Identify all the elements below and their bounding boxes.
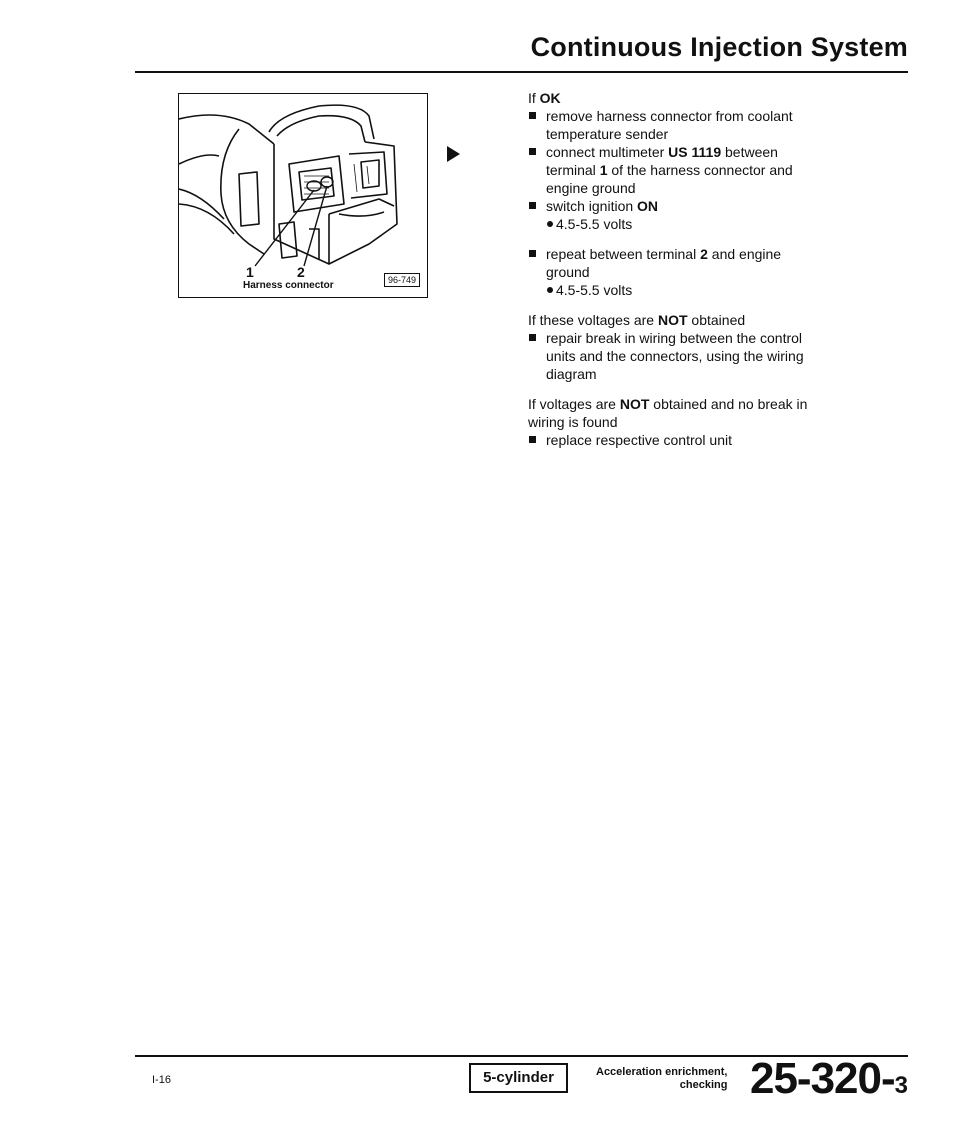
if-not-obtained-heading: If these voltages are NOT obtained <box>528 312 746 328</box>
if-ok-heading: If OK <box>528 90 561 106</box>
square-bullet-icon <box>529 250 536 257</box>
page-id: I-16 <box>152 1074 171 1086</box>
step-arrow-icon <box>447 146 460 162</box>
step-switch-ignition: switch ignition ON <box>528 197 888 215</box>
square-bullet-icon <box>529 202 536 209</box>
spec-volts-1: 4.5-5.5 volts <box>528 215 888 233</box>
engine-variant-tag: 5-cylinder <box>469 1063 568 1093</box>
round-bullet-icon <box>547 221 553 227</box>
round-bullet-icon <box>547 287 553 293</box>
square-bullet-icon <box>529 436 536 443</box>
section-description: Acceleration enrichment, checking <box>596 1066 728 1091</box>
step-replace-control-unit: replace respective control unit <box>528 431 888 449</box>
if-no-break-heading: If voltages are NOT obtained and no break in wiring is found <box>528 396 808 430</box>
step-repeat-terminal-2: repeat between terminal 2 and engine ground <box>528 245 888 281</box>
figure-code: 96-749 <box>384 273 420 287</box>
square-bullet-icon <box>529 148 536 155</box>
step-repair-wiring: repair break in wiring between the control units and the connectors, using the wiring diagram <box>528 329 888 383</box>
square-bullet-icon <box>529 334 536 341</box>
step-remove-connector: remove harness connector from coolant temperature sender <box>528 107 888 143</box>
procedure-text <box>528 89 888 449</box>
header-rule <box>135 71 908 73</box>
section-number: 25-320-3 <box>749 1054 908 1103</box>
page-title: Continuous Injection System <box>530 32 908 62</box>
terminal-2-label: 2 <box>297 264 305 280</box>
harness-connector-figure <box>178 93 428 298</box>
figure-caption: Harness connector <box>243 280 334 291</box>
step-connect-multimeter: connect multimeter US 1119 between terminal 1 of the harness connector and engine ground <box>528 143 888 197</box>
square-bullet-icon <box>529 112 536 119</box>
spec-volts-2: 4.5-5.5 volts <box>528 281 888 299</box>
terminal-1-label: 1 <box>246 264 254 280</box>
